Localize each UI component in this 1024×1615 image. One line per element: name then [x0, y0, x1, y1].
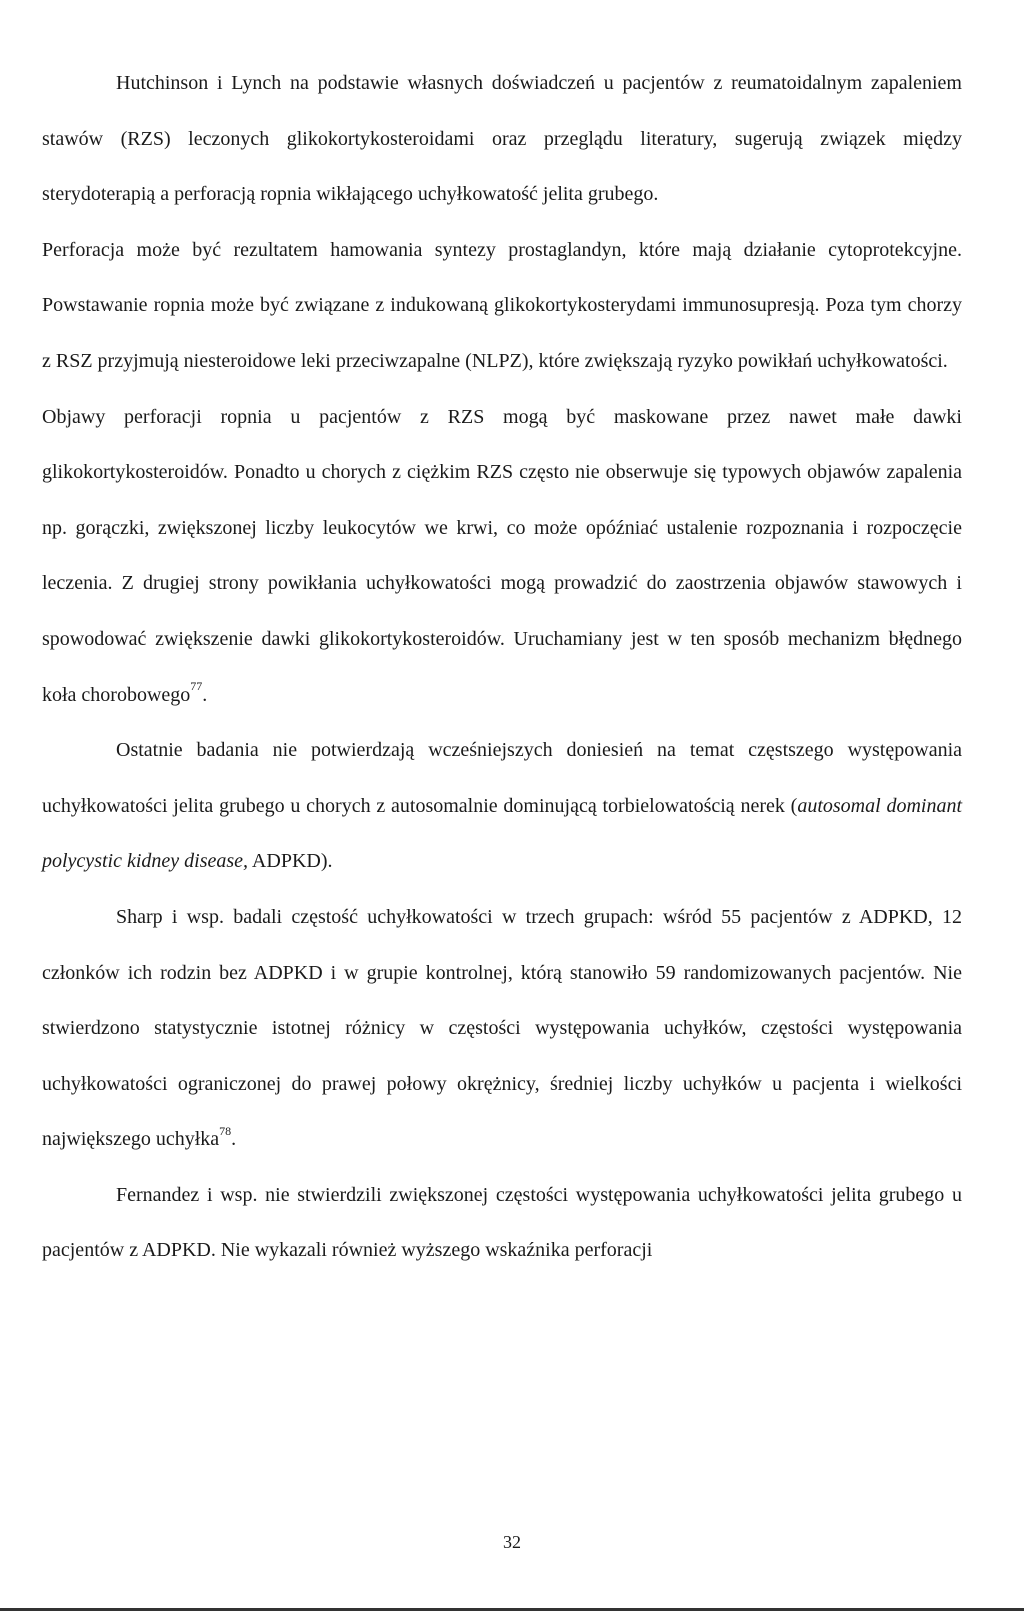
- paragraph-text: Hutchinson i Lynch na podstawie własnych doświadczeń u pacjentów z reumatoidalnym zapaleniem stawów (RZS) leczonych glikokortykosteroidami oraz przeglądu literatury, sugerują związek między sterydoterapią a perforacją ropnia wikłającego uchyłkowatość jelita grubego.: [42, 72, 962, 206]
- paragraph-objawy: [42, 390, 962, 724]
- footnote-ref: 77: [190, 678, 203, 693]
- italic-term: autosomal dominant polycystic kidney disease,: [42, 794, 963, 873]
- paragraph-hutchinson: [42, 56, 962, 223]
- paragraph-tail: .: [231, 1128, 237, 1151]
- paragraph-text: Fernandez i wsp. nie stwierdzili zwiększonej częstości występowania uchyłkowatości jelita grubego u pacjentów z ADPKD. Nie wykazali również wyższego wskaźnika perforacji: [42, 1183, 962, 1262]
- paragraph-tail: ADPKD).: [248, 850, 333, 873]
- paragraph-text: Ostatnie badania nie potwierdzają wcześniejszych doniesień na temat częstszego występowania uchyłkowatości jelita grubego u chorych z autosomalnie dominującą torbielowatością nerek (: [42, 739, 962, 817]
- paragraph-text: Sharp i wsp. badali częstość uchyłkowatości w trzech grupach: wśród 55 pacjentów z ADPKD, 12 członków ich rodzin bez ADPKD i w grupie kontrolnej, którą stanowiło 59 randomizowanych pacjentów. Nie stwierdzono statystycznie istotnej różnicy w częstości występowania uchyłków, częstości występowania uchyłkowatości ograniczonej do prawej połowy okrężnicy, średniej liczby uchyłków u pacjenta i wielkości największego uchyłka: [42, 905, 962, 1151]
- paragraph-ostatnie-badania: [42, 723, 962, 890]
- paragraph-perforacja: [42, 223, 962, 390]
- footnote-ref: 78: [219, 1123, 232, 1138]
- bottom-rule: [0, 1608, 1024, 1611]
- body-text: [42, 56, 962, 1279]
- paragraph-text: Objawy perforacji ropnia u pacjentów z RZS mogą być maskowane przez nawet małe dawki glikokortykosteroidów. Ponadto u chorych z ciężkim RZS często nie obserwuje się typowych objawów zapalenia np. gorączki, zwiększonej liczby leukocytów we krwi, co może opóźniać ustalenie rozpoznania i rozpoczęcie leczenia. Z drugiej strony powikłania uchyłkowatości mogą prowadzić do zaostrzenia objawów stawowych i spowodować zwiększenie dawki glikokortykosteroidów. Uruchamiany jest w ten sposób mechanizm błędnego koła chorobowego: [42, 405, 962, 706]
- paragraph-tail: .: [202, 683, 208, 706]
- paragraph-sharp: [42, 890, 962, 1168]
- paragraph-fernandez: [42, 1168, 962, 1279]
- paragraph-text: Perforacja może być rezultatem hamowania syntezy prostaglandyn, które mają działanie cytoprotekcyjne. Powstawanie ropnia może być związane z indukowaną glikokortykosterydami immunosupresją. Poza tym chorzy z RSZ przyjmują niesteroidowe leki przeciwzapalne (NLPZ), które zwiększają ryzyko powikłań uchyłkowatości.: [42, 238, 962, 372]
- page-number: 32: [503, 1532, 521, 1552]
